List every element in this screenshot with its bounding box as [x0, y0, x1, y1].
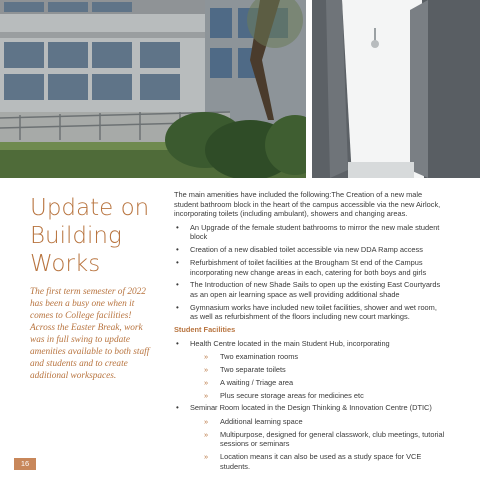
section-heading-student-facilities: Student Facilities [174, 325, 236, 335]
sub-list-item: » Additional learning space [190, 417, 446, 427]
intro-paragraph: The first term semester of 2022 has been a busy one when it comes to College facilities! Across the Easter Break, work was in full swing to update amenities available to both staff and students and to create additional workspaces. [30, 287, 150, 381]
sub-list [190, 352, 446, 400]
list-item: • The Introduction of new Shade Sails to open up the existing East Courtyards as an open air learning space as well providing additional shade [174, 280, 446, 299]
page-number: 16 [14, 458, 36, 470]
sub-list-item: » Two examination rooms [190, 352, 446, 362]
list-item: • Refurbishment of toilet facilities at the Brougham St end of the Campus incorporating new change areas in each, catering for both boys and girls [174, 258, 446, 277]
list-item [174, 339, 446, 401]
sub-list-item: » Location means it can also be used as a study space for VCE students. [190, 452, 446, 471]
page-title [30, 194, 170, 278]
facility-label: Seminar Room located in the Design Thinking & Innovation Centre (DTIC) [190, 403, 432, 413]
facility-label: Health Centre located in the main Student Hub, incorporating [190, 338, 390, 348]
list-item: • Gymnasium works have included new toilet facilities, shower and wet room, as well as refurbishment of the floors including new court markings. [174, 303, 446, 322]
page-title-line: Update on [30, 195, 150, 221]
list-item: • An Upgrade of the female student bathrooms to mirror the new male student block [174, 223, 446, 242]
facilities-list [174, 339, 446, 472]
amenities-list [174, 223, 446, 322]
lead-paragraph: The main amenities have included the following:The Creation of a new male student bathroom block in the heart of the campus accessible via the new Airlock, incorporating toilets (including ambulant), showers and changing areas. [174, 190, 441, 219]
list-item: • Creation of a new disabled toilet accessible via new DDA Ramp access [174, 245, 446, 255]
sub-list-item: » Two separate toilets [190, 365, 446, 375]
article-body [174, 190, 446, 475]
page-title-line: Building [30, 223, 122, 249]
building-courtyard-photo [0, 0, 306, 178]
sub-list [190, 417, 446, 471]
list-item [174, 403, 446, 471]
sub-list-item: » Multipurpose, designed for general classwork, club meetings, tutorial sessions or seminars [190, 430, 446, 449]
bathroom-shower-photo [312, 0, 480, 178]
sub-list-item: » Plus secure storage areas for medicines etc [190, 391, 446, 401]
sub-list-item: » A waiting / Triage area [190, 378, 446, 388]
page-title-line: Works [30, 251, 101, 277]
